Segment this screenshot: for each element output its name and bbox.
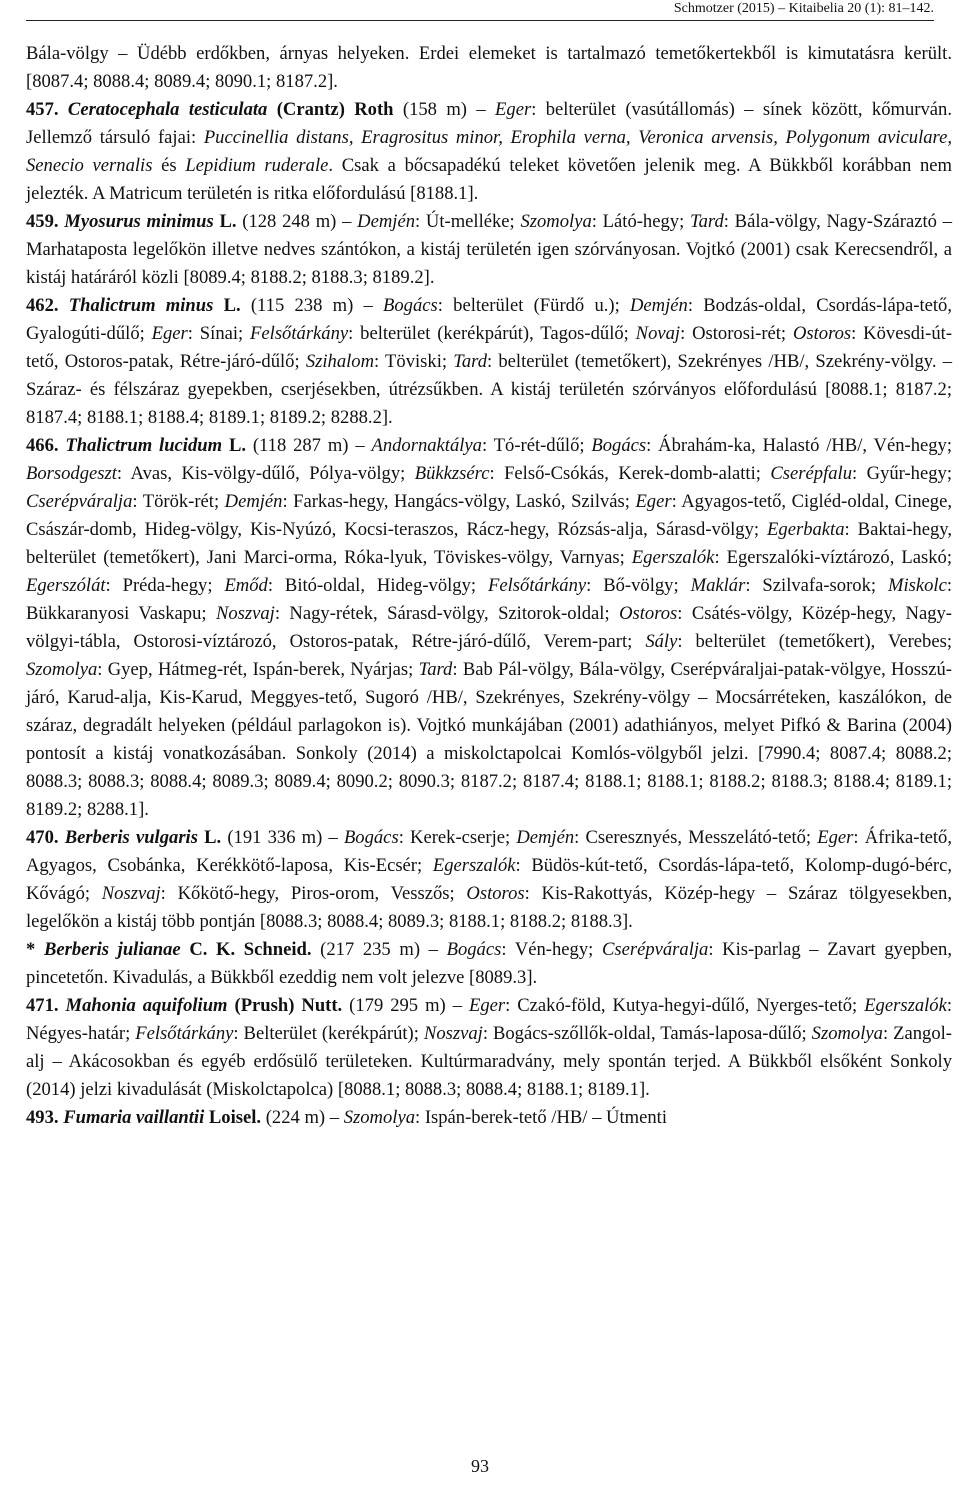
place-name: Maklár bbox=[690, 575, 746, 596]
place-name: Eger bbox=[151, 323, 188, 344]
entry-text: : Vén-hegy; bbox=[501, 939, 602, 960]
entry-number: 466. bbox=[26, 435, 59, 456]
entry-text: és bbox=[152, 155, 186, 176]
place-name: Eger bbox=[817, 827, 854, 848]
place-name: Szomolya bbox=[26, 659, 98, 680]
entry-text: : Czakó-föld, Kutya-hegyi-dűlő, Nyerges-tető; bbox=[505, 995, 865, 1016]
entry-text: : Tó-rét-dűlő; bbox=[481, 435, 592, 456]
page-footer bbox=[0, 1456, 960, 1477]
entry-text: (224 m) – bbox=[261, 1107, 344, 1128]
entry-text: : Felső-Csókás, Kerek-domb-alatti; bbox=[489, 463, 771, 484]
place-name: Demjén bbox=[357, 211, 415, 232]
entry-number: 470. bbox=[26, 827, 59, 848]
species-name: Myosurus minimus bbox=[64, 211, 214, 232]
species-name: Thalictrum lucidum bbox=[65, 435, 223, 456]
entry-text: : belterület (Fürdő u.); bbox=[437, 295, 630, 316]
place-name: Noszvaj bbox=[423, 1023, 483, 1044]
header-citation: Schmotzer (2015) – Kitaibelia 20 (1): 81–142. bbox=[673, 1, 934, 16]
entry-text: : Belterület (kerékpárút); bbox=[233, 1023, 424, 1044]
entry-text: : Bükkaranyosi Vaskapu; bbox=[26, 575, 952, 624]
place-name: Noszvaj bbox=[215, 603, 275, 624]
place-name: Miskolc bbox=[887, 575, 947, 596]
entry-number: 471. bbox=[26, 995, 59, 1016]
species-entry bbox=[26, 936, 952, 992]
place-name: Demjén bbox=[630, 295, 688, 316]
entry-text: : Farkas-hegy, Hangács-völgy, Laskó, Szilvás; bbox=[282, 491, 636, 512]
entry-text: (217 235 m) – bbox=[311, 939, 447, 960]
place-name: Tard bbox=[689, 211, 724, 232]
species-author: L. bbox=[223, 295, 241, 316]
place-name: Felsőtárkány bbox=[488, 575, 587, 596]
entry-text: . Csak a bőcsapadékú teleket követően jelenik meg. A Bükkből korábban nem jelezték. A Matricum területén is ritka előfordulású [8188.1]. bbox=[26, 155, 952, 204]
species-entry bbox=[26, 432, 952, 824]
species-name: Ceratocephala testiculata bbox=[67, 99, 268, 120]
entry-text: : Csátés-völgy, Közép-hegy, Nagy-völgyi-tábla, Ostorosi-víztározó, Ostoros-patak, Rétre-járó-dűlő, Verem-part; bbox=[26, 603, 952, 652]
entry-text: Bála-völgy – Üdébb erdőkben, árnyas helyeken. Erdei elemeket is tartalmazó temetőkertekből is kimutatásra került. [8087.4; 8088.4; 8089.4; 8090.1; 8187.2]. bbox=[26, 43, 952, 92]
entry-text: : belterület (temetőkert), Szekrényes /HB/, Szekrény-völgy. – Száraz- és félszáraz gyepekben, cserjésekben, útrézsűkben. A kistáj területén szórványos előfordulású [8088.1; 8187.2; 8187.4; 8188.1; 8188.4; 8189.1; 8189.2; 8288.2]. bbox=[26, 351, 953, 428]
place-name: Eger bbox=[468, 995, 506, 1016]
entry-text: : Gyep, Hátmeg-rét, Ispán-berek, Nyárjas; bbox=[97, 659, 419, 680]
species-entry bbox=[26, 992, 952, 1104]
page-number: 93 bbox=[471, 1456, 489, 1476]
article-body bbox=[26, 40, 952, 1132]
entry-text: : Egerszalóki-víztározó, Laskó; bbox=[714, 547, 952, 568]
place-name: Ostoros bbox=[792, 323, 852, 344]
entry-text: : Bála-völgy, Nagy-Száraztó – Marhataposta legelőkön illetve nedves szántókon, a kistáj területén igen szórványosan. Vojtkó (2001) csak Kerecsendről, a kistáj határáról közli [8089.4; 8188.2; 8188.3; 8189.2]. bbox=[26, 211, 952, 288]
species-author: (Crantz) Roth bbox=[276, 99, 394, 120]
species-name: Thalictrum minus bbox=[68, 295, 214, 316]
place-name: Borsodgeszt bbox=[26, 463, 117, 484]
entry-number: * bbox=[26, 939, 36, 960]
entry-text: : Töviski; bbox=[374, 351, 454, 372]
entry-text: : Gyűr-hegy; bbox=[852, 463, 952, 484]
entry-text: (128 248 m) – bbox=[236, 211, 358, 232]
place-name: Lepidium ruderale bbox=[185, 155, 329, 176]
species-entry bbox=[26, 1104, 952, 1132]
entry-text: : Cseresznyés, Messzelátó-tető; bbox=[574, 827, 818, 848]
running-header bbox=[674, 0, 934, 18]
entry-text: : Szilvafa-sorok; bbox=[745, 575, 888, 596]
place-name: Bogács bbox=[446, 939, 502, 960]
entry-text: : belterület (vasútállomás) – sínek között, kőmurván. Jellemző társuló fajai: bbox=[26, 99, 952, 148]
place-name: Demjén bbox=[516, 827, 575, 848]
place-name: Bogács bbox=[591, 435, 647, 456]
entry-text: : belterület (kerékpárút), Tagos-dűlő; bbox=[348, 323, 636, 344]
entry-text: : Sínai; bbox=[187, 323, 251, 344]
entry-text: : Préda-hegy; bbox=[105, 575, 225, 596]
entry-number: 459. bbox=[26, 211, 59, 232]
entry-text: : Áfrika-tető, Agyagos, Csobánka, Kerékkötő-laposa, Kis-Ecsér; bbox=[26, 827, 952, 876]
entry-text: : belterület (temetőkert), Verebes; bbox=[677, 631, 952, 652]
place-name: Szihalom bbox=[305, 351, 375, 372]
place-name: Felsőtárkány bbox=[250, 323, 349, 344]
species-name: Fumaria vaillantii bbox=[63, 1107, 205, 1128]
entry-text: : Zangol-alj – Akácosokban és egyéb erdősülő területeken. Kultúrmaradvány, mely spontán terjed. A Bükkből elsőként Sonkoly (2014) jelzi kivadulását (Miskolctapolca) [8088.1; 8088.3; 8088.4; 8188.1; 8189.1]. bbox=[26, 1023, 952, 1100]
place-name: Noszvaj bbox=[101, 883, 161, 904]
place-name: Szomolya bbox=[520, 211, 592, 232]
place-name: Egerszalók bbox=[864, 995, 947, 1016]
entry-number: 457. bbox=[26, 99, 59, 120]
entry-text: : Kerek-cserje; bbox=[398, 827, 517, 848]
species-author: C. K. Schneid. bbox=[189, 939, 312, 960]
header-rule bbox=[26, 20, 934, 21]
entry-text: : Agyagos-tető, Cigléd-oldal, Cinege, Császár-domb, Hideg-völgy, Kis-Nyúzó, Kocsi-teraszos, Rácz-hegy, Rózsás-alja, Sárasd-völgy; bbox=[26, 491, 952, 540]
species-name: Berberis vulgaris bbox=[64, 827, 198, 848]
place-name: Puccinellia distans, Eragrositus minor, Erophila verna, Veronica arvensis, Polygonum aviculare, Senecio vernalis bbox=[26, 127, 952, 176]
entry-text: : Bogács-szőllők-oldal, Tamás-laposa-dűlő; bbox=[482, 1023, 812, 1044]
entry-text: : Látó-hegy; bbox=[591, 211, 690, 232]
place-name: Emőd bbox=[224, 575, 268, 596]
place-name: Egerszalók bbox=[432, 855, 516, 876]
intro-paragraph bbox=[26, 40, 952, 96]
place-name: Egerbakta bbox=[767, 519, 845, 540]
place-name: Cserépváralja bbox=[26, 491, 133, 512]
entry-text: : Ispán-berek-tető /HB/ – Útmenti bbox=[415, 1107, 667, 1128]
place-name: Bogács bbox=[343, 827, 399, 848]
species-author: L. bbox=[204, 827, 222, 848]
species-entry bbox=[26, 824, 952, 936]
species-entry bbox=[26, 292, 952, 432]
place-name: Szomolya bbox=[811, 1023, 883, 1044]
place-name: Andornaktálya bbox=[371, 435, 482, 456]
entry-text: (118 287 m) – bbox=[246, 435, 372, 456]
place-name: Egerszólát bbox=[26, 575, 106, 596]
entry-text: (115 238 m) – bbox=[240, 295, 384, 316]
entry-text: (191 336 m) – bbox=[221, 827, 344, 848]
place-name: Tard bbox=[418, 659, 453, 680]
entry-text: : Bitó-oldal, Hideg-völgy; bbox=[267, 575, 489, 596]
place-name: Demjén bbox=[224, 491, 283, 512]
place-name: Ostoros bbox=[466, 883, 525, 904]
species-name: Berberis julianae bbox=[43, 939, 181, 960]
place-name: Bükkzsérc bbox=[414, 463, 490, 484]
species-author: Loisel. bbox=[208, 1107, 262, 1128]
entry-number: 493. bbox=[26, 1107, 59, 1128]
place-name: Egerszalók bbox=[631, 547, 715, 568]
entry-text: : Büdös-kút-tető, Csordás-lápa-tető, Kolomp-dugó-bérc, Kővágó; bbox=[26, 855, 952, 904]
species-entries bbox=[26, 96, 952, 1132]
place-name: Szomolya bbox=[343, 1107, 415, 1128]
place-name: Ostoros bbox=[619, 603, 678, 624]
entry-text: : Ostorosi-rét; bbox=[680, 323, 793, 344]
entry-number: 462. bbox=[26, 295, 59, 316]
species-name: Mahonia aquifolium bbox=[65, 995, 228, 1016]
entry-text: : Út-melléke; bbox=[415, 211, 521, 232]
entry-text: : Négyes-határ; bbox=[26, 995, 953, 1044]
place-name: Felsőtárkány bbox=[135, 1023, 234, 1044]
entry-text: : Bodzás-oldal, Csordás-lápa-tető, Gyalogúti-dűlő; bbox=[26, 295, 953, 344]
entry-text: : Kis-Rakottyás, Közép-hegy – Száraz tölgyesekben, legelőkön a kistáj több pontján [8088.3; 8088.4; 8089.3; 8188.1; 8188.2; 8188.3]. bbox=[26, 883, 953, 932]
entry-text: : Baktai-hegy, belterület (temetőkert), Jani Marci-orma, Róka-lyuk, Töviskes-völgy, Varnyas; bbox=[26, 519, 952, 568]
place-name: Novaj bbox=[635, 323, 681, 344]
place-name: Tard bbox=[453, 351, 488, 372]
entry-text: : Kövesdi-út-tető, Ostoros-patak, Rétre-járó-dűlő; bbox=[26, 323, 953, 372]
entry-text: : Ábrahám-ka, Halastó /HB/, Vén-hegy; bbox=[646, 435, 953, 456]
entry-text: : Bab Pál-völgy, Bála-völgy, Cserépváraljai-patak-völgye, Hosszú-járó, Karud-alja, Kis-Karud, Meggyes-tető, Sugoró /HB/, Szekrényes, Szekrény-völgy – Mocsárréteken, kaszálókon, de száraz, degradált helyeken (például parlagokon is). Vojtkó munkájában (2001) adathiányos, melyet Pifkó & Barina (2004) pontosít a kistáj vonatkozásában. Sonkoly (2014) a miskolctapolcai Komlós-völgyből jelzi. [7990.4; 8087.4; 8088.2; 8088.3; 8088.3; 8088.4; 8089.3; 8089.4; 8090.2; 8090.3; 8187.2; 8187.4; 8188.1; 8188.1; 8188.2; 8188.3; 8188.4; 8189.1; 8189.2; 8288.1]. bbox=[26, 659, 952, 820]
place-name: Cserépfalu bbox=[770, 463, 852, 484]
species-author: (Prush) Nutt. bbox=[234, 995, 343, 1016]
entry-text: : Bő-völgy; bbox=[586, 575, 691, 596]
place-name: Cserépváralja bbox=[601, 939, 709, 960]
entry-text: (179 295 m) – bbox=[342, 995, 469, 1016]
place-name: Bogács bbox=[383, 295, 438, 316]
entry-text: : Avas, Kis-völgy-dűlő, Pólya-völgy; bbox=[116, 463, 415, 484]
species-entry bbox=[26, 208, 952, 292]
species-entry bbox=[26, 96, 952, 208]
place-name: Eger bbox=[495, 99, 532, 120]
entry-text: : Nagy-rétek, Sárasd-völgy, Szitorok-oldal; bbox=[274, 603, 620, 624]
entry-text: : Török-rét; bbox=[132, 491, 225, 512]
entry-text: (158 m) – bbox=[393, 99, 496, 120]
entry-text: : Kis-parlag – Zavart gyepben, pincetetőn. Kivadulás, a Bükkből ezeddig nem volt jelezve [8089.3]. bbox=[26, 939, 952, 988]
place-name: Eger bbox=[635, 491, 672, 512]
species-author: L. bbox=[228, 435, 246, 456]
species-author: L. bbox=[219, 211, 237, 232]
place-name: Sály bbox=[645, 631, 678, 652]
entry-text: : Kőkötő-hegy, Piros-orom, Vesszős; bbox=[160, 883, 467, 904]
